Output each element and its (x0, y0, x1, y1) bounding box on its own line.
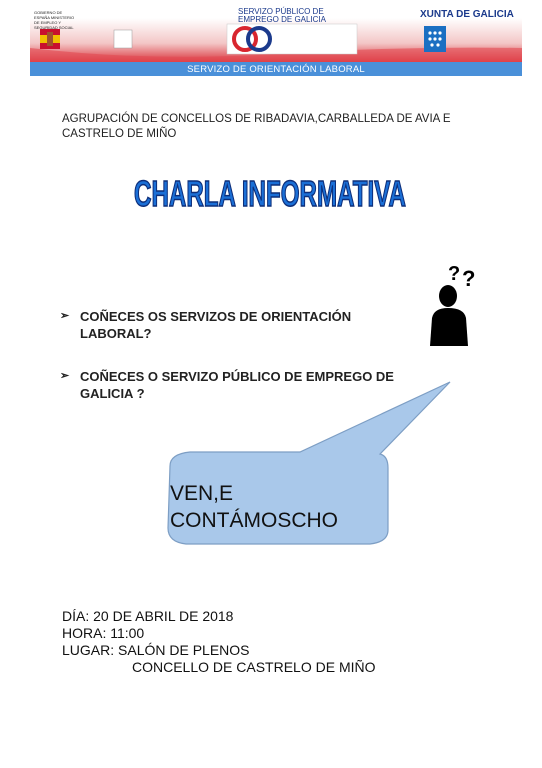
arrow-bullet-icon: ➢ (60, 310, 70, 322)
xunta-de-galicia-logo (422, 24, 518, 54)
servizo-publico-logo-text: SERVIZO PÚBLICO DE EMPREGO DE GALICIA (238, 7, 327, 24)
title-svg (120, 158, 420, 218)
bubble-text-line: CONTÁMOSCHO (170, 509, 338, 532)
event-place-venue: CONCELLO DE CASTRELO DE MIÑO (132, 659, 376, 675)
organization-line: AGRUPACIÓN DE CONCELLOS DE RIBADAVIA,CARBALLEDA DE AVIA E CASTRELO DE MIÑO (62, 113, 451, 140)
event-time: HORA: 11:00 (62, 625, 145, 641)
thinking-person-icon (420, 256, 484, 348)
svg-text:?: ? (448, 263, 461, 285)
event-place: LUGAR: SALÓN DE PLENOS (62, 642, 250, 658)
question-text: COÑECES O SERVIZO PÚBLICO DE EMPREGO DE GALICIA ? (80, 369, 394, 401)
header-banner (30, 18, 522, 76)
spain-government-logo-text: GOBIERNO DE ESPAÑA MINISTERIO DE EMPLEO Y SEGURIDAD SOCIAL (34, 10, 75, 30)
title-wordart (120, 158, 420, 218)
question-text: COÑECES OS SERVIZOS DE ORIENTACIÓN LABORAL? (80, 309, 352, 341)
page-title: CHARLA INFORMATIVA (134, 173, 407, 214)
event-details (62, 608, 502, 676)
xunta-logo-text: XUNTA DE GALICIA (420, 9, 514, 20)
event-date: DÍA: 20 DE ABRIL DE 2018 (62, 608, 234, 624)
question-item (60, 308, 420, 342)
servizo-publico-emprego-logo (227, 24, 357, 54)
bubble-text (170, 480, 390, 534)
bubble-text-line: VEN,E (170, 482, 234, 505)
svg-text:?: ? (462, 266, 476, 291)
header-band-text: SERVIZO DE ORIENTACIÓN LABORAL (187, 64, 365, 75)
arrow-bullet-icon: ➢ (60, 370, 70, 382)
